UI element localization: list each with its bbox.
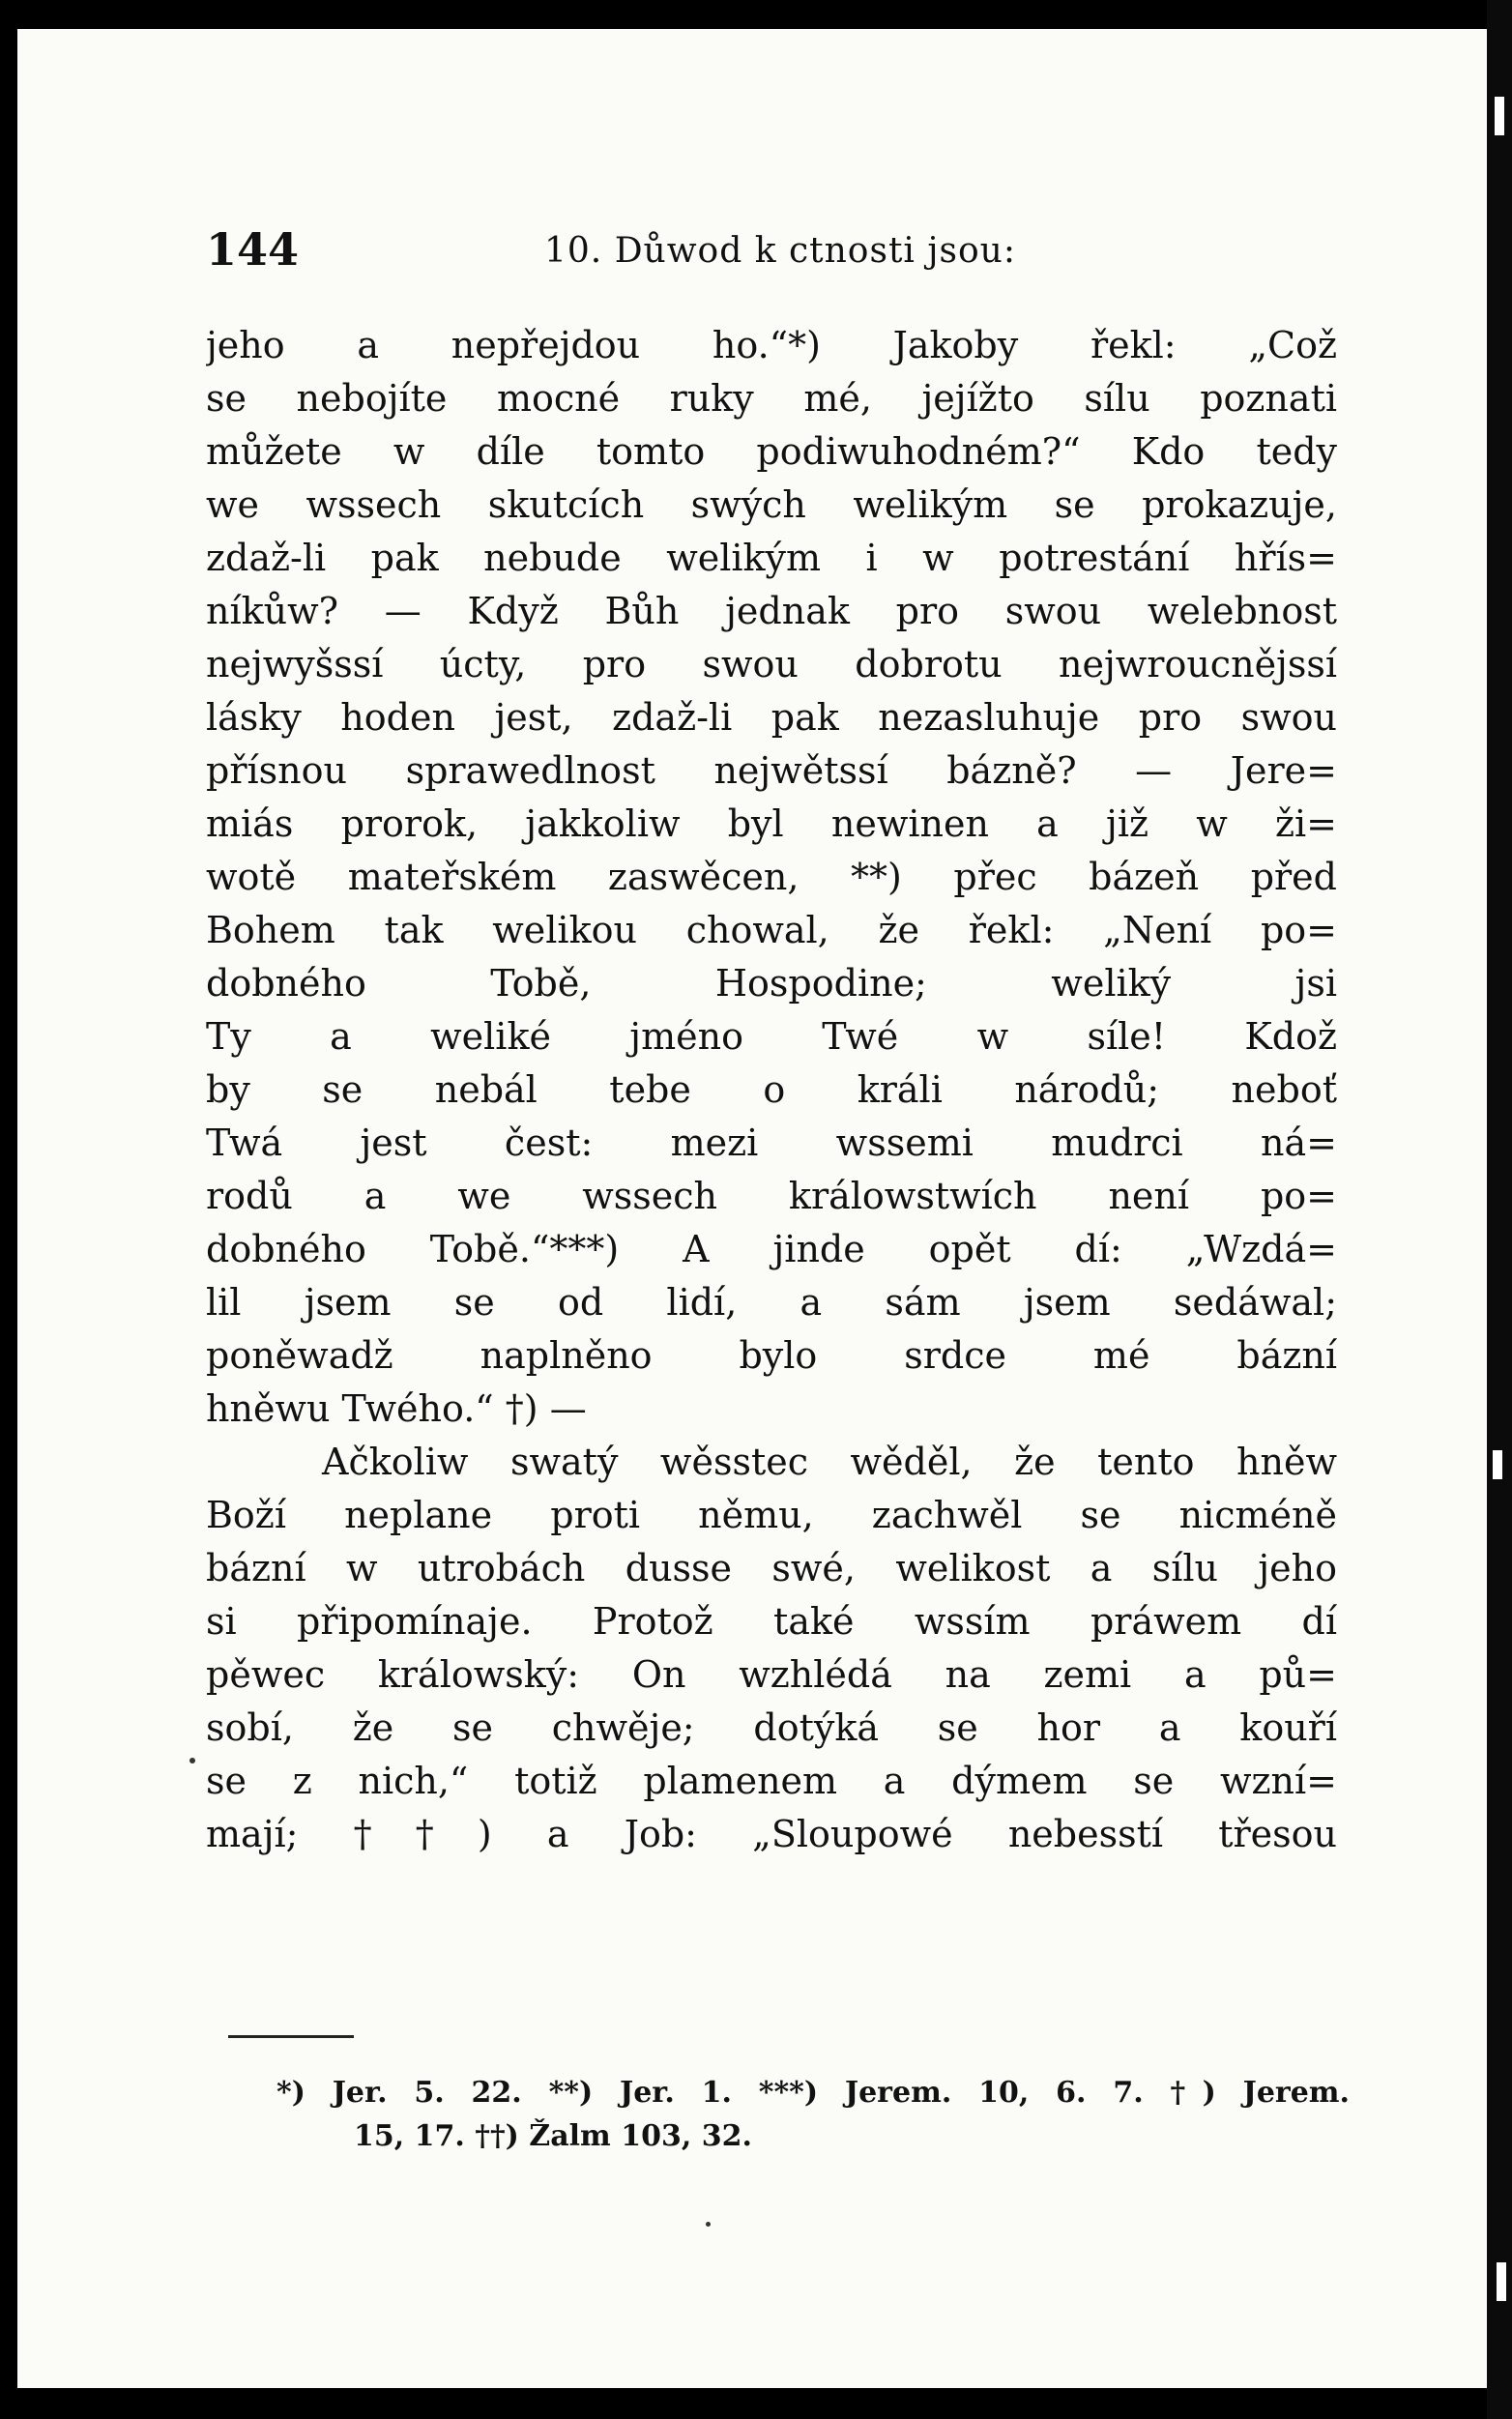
print-speck xyxy=(189,1758,195,1763)
text-line: rodů a we wssech králowstwích není po= xyxy=(206,1175,1337,1217)
text-line: Ty a weliké jméno Twé w síle! Kdož xyxy=(206,1015,1337,1058)
text-line: Bohem tak welikou chowal, že řekl: „Není po= xyxy=(206,909,1337,951)
text-line: poněwadž naplněno bylo srdce mé bázní xyxy=(206,1334,1337,1377)
text-line: sobí, že se chwěje; dotýká se hor a kouří xyxy=(206,1706,1337,1749)
page-header xyxy=(206,222,1356,280)
text-line: mají; ††) a Job: „Sloupowé nebesstí třesou xyxy=(206,1813,1337,1855)
paragraph-start-line: Ačkoliw swatý wěsstec wěděl, že tento hněw xyxy=(322,1441,1337,1483)
text-line: zdaž-li pak nebude welikým i w potrestání hřís= xyxy=(206,537,1337,579)
text-line: pěwec králowský: On wzhlédá na zemi a pů= xyxy=(206,1653,1337,1696)
book-page xyxy=(17,29,1487,2388)
text-line: dobného Tobě.“***) A jinde opět dí: „Wzdá= xyxy=(206,1228,1337,1270)
text-line: hněwu Twého.“ †) — xyxy=(206,1387,587,1430)
text-line: miás prorok, jakkoliw byl newinen a již w ži= xyxy=(206,802,1337,845)
text-line: se nebojíte mocné ruky mé, jejížto sílu poznati xyxy=(206,377,1337,420)
page-number: 144 xyxy=(206,223,300,276)
text-line: by se nebál tebe o králi národů; neboť xyxy=(206,1068,1337,1111)
text-line: lil jsem se od lidí, a sám jsem sedáwal; xyxy=(206,1281,1337,1324)
text-line: můžete w díle tomto podiwuhodném?“ Kdo tedy xyxy=(206,430,1337,473)
running-head: 10. Důwod k ctnosti jsou: xyxy=(544,231,1016,271)
footnote-divider xyxy=(228,2035,354,2038)
page-edge xyxy=(1487,0,1512,2419)
text-line: dobného Tobě, Hospodine; weliký jsi xyxy=(206,962,1337,1005)
footnote-line: *) Jer. 5. 22. **) Jer. 1. ***) Jerem. 10, 6. 7. †) Jerem. xyxy=(276,2076,1350,2110)
text-line: nejwyšssí úcty, pro swou dobrotu nejwroucnějssí xyxy=(206,643,1337,685)
text-line: jeho a nepřejdou ho.“*) Jakoby řekl: „Což xyxy=(206,324,1337,366)
text-line: bázní w utrobách dusse swé, welikost a sílu jeho xyxy=(206,1547,1337,1589)
text-line: si připomínaje. Protož také wssím práwem dí xyxy=(206,1600,1337,1643)
body-text xyxy=(206,319,1337,1861)
print-speck xyxy=(706,2222,711,2227)
text-line: níkůw? — Když Bůh jednak pro swou welebnost xyxy=(206,590,1337,632)
text-line: lásky hoden jest, zdaž-li pak nezasluhuje pro swou xyxy=(206,696,1337,739)
text-line: we wssech skutcích swých welikým se prokazuje, xyxy=(206,483,1337,526)
footnotes xyxy=(276,2071,1350,2158)
text-line: wotě mateřském zaswěcen, **) přec bázeň před xyxy=(206,856,1337,898)
text-line: přísnou sprawedlnost nejwětssí bázně? — Jere= xyxy=(206,749,1337,792)
footnote-line: 15, 17. ††) Žalm 103, 32. xyxy=(354,2119,752,2153)
text-line: Boží neplane proti němu, zachwěl se nicméně xyxy=(206,1494,1337,1536)
text-line: se z nich,“ totiž plamenem a dýmem se wzní= xyxy=(206,1760,1337,1802)
text-line: Twá jest čest: mezi wssemi mudrci ná= xyxy=(206,1122,1337,1164)
